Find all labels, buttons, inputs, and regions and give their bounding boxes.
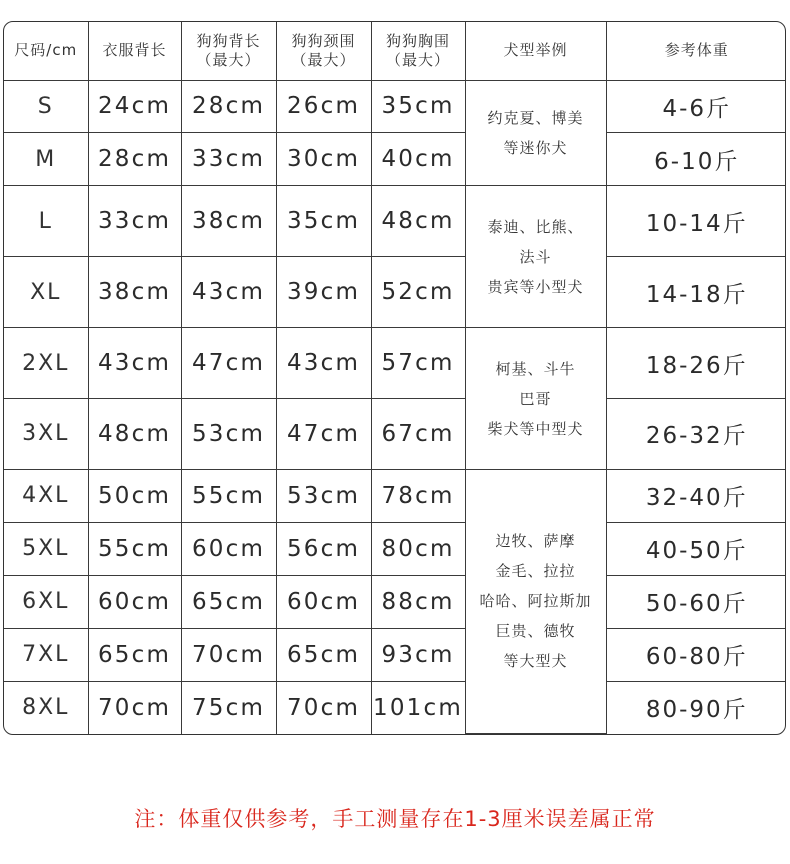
dog-back-cell: 38cm bbox=[181, 186, 276, 257]
garment-back-cell: 43cm bbox=[88, 328, 181, 399]
table-row bbox=[4, 575, 786, 628]
dog-back-cell: 47cm bbox=[181, 328, 276, 399]
weight-cell: 50-60斤 bbox=[606, 575, 786, 628]
size-cell: 8XL bbox=[4, 681, 88, 733]
weight-cell: 18-26斤 bbox=[606, 328, 786, 399]
table-row bbox=[4, 186, 786, 257]
weight-cell: 40-50斤 bbox=[606, 522, 786, 575]
table-row bbox=[4, 469, 786, 522]
breed-line: 哈哈、阿拉斯加 bbox=[479, 592, 592, 611]
breed-line: 泰迪、比熊、 bbox=[487, 217, 584, 236]
dog-chest-cell: 88cm bbox=[371, 575, 465, 628]
size-cell: L bbox=[4, 186, 88, 257]
garment-back-cell: 65cm bbox=[88, 628, 181, 681]
garment-back-cell: 48cm bbox=[88, 399, 181, 470]
table-row bbox=[4, 681, 786, 733]
breed-line: 法斗 bbox=[519, 247, 552, 266]
dog-back-cell: 28cm bbox=[181, 80, 276, 133]
size-cell: 4XL bbox=[4, 469, 88, 522]
size-cell: 7XL bbox=[4, 628, 88, 681]
dog-back-cell: 75cm bbox=[181, 681, 276, 733]
breed-line: 柴犬等中型犬 bbox=[487, 419, 584, 438]
breed-line: 金毛、拉拉 bbox=[495, 562, 576, 581]
dog-chest-cell: 80cm bbox=[371, 522, 465, 575]
dog-neck-cell: 65cm bbox=[276, 628, 371, 681]
dog-neck-cell: 30cm bbox=[276, 133, 371, 186]
header-dog-neck-line1: 狗狗颈围 bbox=[291, 31, 356, 50]
garment-back-cell: 24cm bbox=[88, 80, 181, 133]
dog-chest-cell: 40cm bbox=[371, 133, 465, 186]
size-cell: 6XL bbox=[4, 575, 88, 628]
size-cell: S bbox=[4, 80, 88, 133]
breed-line: 巨贵、德牧 bbox=[495, 622, 576, 641]
breed-line: 柯基、斗牛 bbox=[495, 359, 576, 378]
header-dog-back-line1: 狗狗背长 bbox=[196, 31, 261, 50]
dog-chest-cell: 35cm bbox=[371, 80, 465, 133]
weight-cell: 4-6斤 bbox=[606, 80, 786, 133]
dog-back-cell: 43cm bbox=[181, 257, 276, 328]
dog-back-cell: 55cm bbox=[181, 469, 276, 522]
dog-neck-cell: 47cm bbox=[276, 399, 371, 470]
weight-cell: 60-80斤 bbox=[606, 628, 786, 681]
table-row bbox=[4, 399, 786, 470]
header-dog-back bbox=[181, 22, 276, 80]
table-row bbox=[4, 80, 786, 133]
size-table bbox=[4, 22, 786, 734]
garment-back-cell: 70cm bbox=[88, 681, 181, 733]
dog-chest-cell: 52cm bbox=[371, 257, 465, 328]
garment-back-cell: 50cm bbox=[88, 469, 181, 522]
garment-back-cell: 60cm bbox=[88, 575, 181, 628]
breed-line: 等大型犬 bbox=[503, 652, 568, 671]
garment-back-cell: 33cm bbox=[88, 186, 181, 257]
size-cell: XL bbox=[4, 257, 88, 328]
breed-line: 等迷你犬 bbox=[503, 138, 568, 157]
header-dog-chest bbox=[371, 22, 465, 80]
footnote-disclaimer: 注：体重仅供参考，手工测量存在1-3厘米误差属正常 bbox=[134, 807, 656, 831]
garment-back-cell: 28cm bbox=[88, 133, 181, 186]
dog-neck-cell: 70cm bbox=[276, 681, 371, 733]
header-dog-chest-line1: 狗狗胸围 bbox=[385, 31, 450, 50]
header-dog-neck bbox=[276, 22, 371, 80]
table-row bbox=[4, 522, 786, 575]
dog-back-cell: 60cm bbox=[181, 522, 276, 575]
breed-line: 约克夏、博美 bbox=[487, 108, 584, 127]
breed-group-mini bbox=[465, 80, 606, 186]
table-row bbox=[4, 257, 786, 328]
weight-cell: 10-14斤 bbox=[606, 186, 786, 257]
table-row bbox=[4, 133, 786, 186]
dog-chest-cell: 93cm bbox=[371, 628, 465, 681]
dog-chest-cell: 48cm bbox=[371, 186, 465, 257]
size-cell: M bbox=[4, 133, 88, 186]
dog-neck-cell: 35cm bbox=[276, 186, 371, 257]
size-chart-table bbox=[3, 21, 786, 735]
dog-back-cell: 70cm bbox=[181, 628, 276, 681]
dog-chest-cell: 78cm bbox=[371, 469, 465, 522]
size-cell: 2XL bbox=[4, 328, 88, 399]
garment-back-cell: 55cm bbox=[88, 522, 181, 575]
header-breed-example: 犬型举例 bbox=[465, 22, 606, 80]
breed-group-small bbox=[465, 186, 606, 328]
breed-line: 贵宾等小型犬 bbox=[487, 277, 584, 296]
weight-cell: 6-10斤 bbox=[606, 133, 786, 186]
breed-line: 边牧、萨摩 bbox=[495, 532, 576, 551]
dog-back-cell: 53cm bbox=[181, 399, 276, 470]
header-garment-back: 衣服背长 bbox=[88, 22, 181, 80]
table-row bbox=[4, 628, 786, 681]
weight-cell: 80-90斤 bbox=[606, 681, 786, 733]
header-dog-neck-line2: （最大） bbox=[291, 50, 356, 69]
header-size: 尺码/cm bbox=[4, 22, 88, 80]
dog-neck-cell: 53cm bbox=[276, 469, 371, 522]
dog-chest-cell: 101cm bbox=[371, 681, 465, 733]
header-dog-chest-line2: （最大） bbox=[385, 50, 450, 69]
breed-group-medium bbox=[465, 328, 606, 470]
dog-neck-cell: 26cm bbox=[276, 80, 371, 133]
breed-line: 巴哥 bbox=[519, 389, 552, 408]
dog-back-cell: 65cm bbox=[181, 575, 276, 628]
dog-neck-cell: 60cm bbox=[276, 575, 371, 628]
breed-group-large bbox=[465, 469, 606, 733]
header-ref-weight: 参考体重 bbox=[606, 22, 786, 80]
dog-neck-cell: 39cm bbox=[276, 257, 371, 328]
weight-cell: 32-40斤 bbox=[606, 469, 786, 522]
size-cell: 3XL bbox=[4, 399, 88, 470]
dog-chest-cell: 57cm bbox=[371, 328, 465, 399]
dog-neck-cell: 56cm bbox=[276, 522, 371, 575]
dog-back-cell: 33cm bbox=[181, 133, 276, 186]
weight-cell: 26-32斤 bbox=[606, 399, 786, 470]
header-dog-back-line2: （最大） bbox=[196, 50, 261, 69]
weight-cell: 14-18斤 bbox=[606, 257, 786, 328]
dog-chest-cell: 67cm bbox=[371, 399, 465, 470]
dog-neck-cell: 43cm bbox=[276, 328, 371, 399]
garment-back-cell: 38cm bbox=[88, 257, 181, 328]
table-row bbox=[4, 328, 786, 399]
size-cell: 5XL bbox=[4, 522, 88, 575]
header-row bbox=[4, 22, 786, 80]
